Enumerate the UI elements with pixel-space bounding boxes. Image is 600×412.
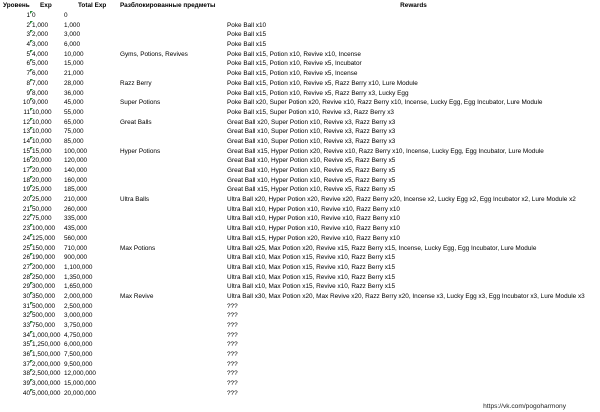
rewards-cell[interactable]: ???	[227, 360, 238, 368]
level-cell[interactable]: 17	[22, 167, 30, 174]
unlocked-cell[interactable]	[120, 234, 224, 244]
table-row	[0, 379, 600, 389]
watermark-url: https://vk.com/pogoharmony	[483, 403, 566, 410]
rewards-cell[interactable]: Ultra Ball x20, Hyper Potion x20, Revive x20, Razz Berry x20, Incense x2, Lucky Egg x2, Egg Incubator x2, Lure Module x2	[227, 196, 576, 204]
unlocked-cell[interactable]	[120, 40, 224, 50]
number-stored-as-text-indicator	[30, 205, 33, 208]
table-row	[0, 253, 600, 263]
exp-cell[interactable]: 350,000	[32, 292, 56, 300]
exp-cell[interactable]: 2,000	[32, 31, 48, 39]
total-exp-cell[interactable]: 10,000	[64, 50, 84, 58]
rewards-cell[interactable]: Poke Ball x15, Potion x10, Revive x5, Razz Berry x10, Lure Module	[227, 79, 418, 87]
exp-cell[interactable]: 5,000	[32, 60, 48, 68]
total-exp-cell[interactable]: 20,000,000	[64, 389, 96, 397]
header-unlocked-items[interactable]: Разблокированные предметы	[120, 2, 216, 9]
level-cell[interactable]: 34	[22, 331, 30, 339]
total-exp-cell[interactable]: 85,000	[64, 137, 84, 145]
number-stored-as-text-indicator	[30, 108, 33, 111]
total-exp-cell[interactable]: 1,100,000	[64, 263, 93, 271]
exp-cell[interactable]: 20,000	[32, 167, 52, 174]
table-row	[0, 50, 600, 60]
table-row	[0, 40, 600, 50]
table-row	[0, 360, 600, 370]
total-exp-cell[interactable]: 7,500,000	[64, 351, 93, 359]
rewards-cell[interactable]: Great Ball x10, Hyper Potion x10, Revive x5, Razz Berry x5	[227, 176, 396, 184]
level-cell[interactable]: 6	[26, 60, 30, 68]
total-exp-cell[interactable]: 4,750,000	[64, 331, 93, 339]
exp-cell[interactable]: 75,000	[32, 215, 52, 223]
table-row	[0, 302, 600, 312]
unlocked-cell[interactable]: Max Potions	[120, 244, 156, 252]
unlocked-cell[interactable]	[120, 331, 224, 341]
number-stored-as-text-indicator	[30, 224, 33, 227]
unlocked-cell[interactable]	[120, 127, 224, 137]
number-stored-as-text-indicator	[30, 244, 33, 247]
number-stored-as-text-indicator	[30, 50, 33, 53]
unlocked-cell[interactable]	[120, 69, 224, 79]
number-stored-as-text-indicator	[30, 176, 33, 179]
level-cell[interactable]: 27	[22, 263, 30, 271]
total-exp-cell[interactable]: 65,000	[64, 118, 84, 126]
unlocked-cell[interactable]	[120, 224, 224, 234]
exp-cell[interactable]: 1,000,000	[32, 331, 61, 339]
level-cell[interactable]: 21	[22, 205, 30, 213]
rewards-cell[interactable]: ???	[227, 331, 238, 339]
exp-cell[interactable]: 300,000	[32, 283, 56, 291]
table-row	[0, 292, 600, 302]
rewards-cell[interactable]: Ultra Ball x10, Hyper Potion x10, Revive x10, Razz Berry x10	[227, 225, 400, 233]
rewards-cell[interactable]: Great Ball x15, Hyper Potion x10, Revive x5, Razz Berry x5	[227, 186, 396, 194]
total-exp-cell[interactable]: 2,000,000	[64, 292, 93, 300]
unlocked-cell[interactable]	[120, 263, 224, 273]
rewards-cell[interactable]: Poke Ball x15, Potion x10, Revive x5, Incense	[227, 70, 358, 78]
total-exp-cell[interactable]: 260,000	[64, 205, 88, 213]
rewards-cell[interactable]: ???	[227, 312, 238, 320]
table-row	[0, 98, 600, 108]
exp-cell[interactable]: 6,000	[32, 70, 48, 78]
number-stored-as-text-indicator	[30, 389, 33, 392]
total-exp-cell[interactable]: 55,000	[64, 108, 84, 116]
level-cell[interactable]: 40	[22, 389, 30, 397]
table-row	[0, 108, 600, 118]
table-row	[0, 11, 600, 21]
number-stored-as-text-indicator	[30, 302, 33, 305]
number-stored-as-text-indicator	[30, 379, 33, 382]
unlocked-cell[interactable]: Max Revive	[120, 292, 154, 300]
unlocked-cell[interactable]	[120, 185, 224, 195]
unlocked-cell[interactable]	[120, 369, 224, 379]
number-stored-as-text-indicator	[30, 147, 33, 150]
level-cell[interactable]: 24	[22, 234, 30, 242]
unlocked-cell[interactable]	[120, 166, 224, 176]
level-cell[interactable]: 2	[26, 21, 30, 29]
level-cell[interactable]: 19	[22, 186, 30, 194]
total-exp-cell[interactable]: 0	[64, 12, 68, 19]
exp-cell[interactable]: 500,000	[32, 312, 56, 320]
total-exp-cell[interactable]: 100,000	[64, 147, 88, 155]
number-stored-as-text-indicator	[30, 59, 33, 62]
unlocked-cell[interactable]	[120, 253, 224, 263]
exp-cell[interactable]: 0	[32, 12, 36, 19]
level-cell[interactable]: 37	[22, 360, 30, 368]
unlocked-cell[interactable]	[120, 340, 224, 350]
exp-cell[interactable]: 20,000	[32, 157, 52, 165]
unlocked-cell[interactable]	[120, 21, 224, 31]
rewards-cell[interactable]: Great Ball x10, Super Potion x10, Revive x3, Razz Berry x3	[227, 137, 396, 145]
unlocked-cell[interactable]	[120, 311, 224, 321]
rewards-cell[interactable]: Poke Ball x15	[227, 31, 267, 39]
exp-cell[interactable]: 190,000	[32, 254, 56, 262]
total-exp-cell[interactable]: 3,000,000	[64, 312, 93, 320]
exp-cell[interactable]: 3,000	[32, 41, 48, 49]
total-exp-cell[interactable]: 2,500,000	[64, 302, 93, 310]
level-cell[interactable]: 4	[26, 41, 30, 49]
number-stored-as-text-indicator	[30, 253, 33, 256]
rewards-cell[interactable]: Ultra Ball x10, Max Potion x15, Revive x10, Razz Berry x15	[227, 254, 396, 262]
rewards-cell[interactable]	[227, 11, 600, 21]
table-row	[0, 69, 600, 79]
unlocked-cell[interactable]	[120, 59, 224, 69]
unlocked-cell[interactable]	[120, 302, 224, 312]
rewards-cell[interactable]: Great Ball x10, Super Potion x10, Revive x3, Razz Berry x3	[227, 128, 396, 136]
number-stored-as-text-indicator	[30, 69, 33, 72]
unlocked-cell[interactable]	[120, 321, 224, 331]
rewards-cell[interactable]: Ultra Ball x10, Max Potion x15, Revive x10, Razz Berry x15	[227, 273, 396, 281]
level-cell[interactable]: 1	[26, 12, 30, 19]
rewards-cell[interactable]: Great Ball x20, Super Potion x10, Revive x3, Razz Berry x3	[227, 118, 396, 126]
table-row	[0, 166, 600, 176]
number-stored-as-text-indicator	[30, 273, 33, 276]
rewards-cell[interactable]: Ultra Ball x30, Max Potion x20, Max Revive x20, Razz Berry x20, Incense x3, Lucky Egg x3, Egg Incubator x3, Lure Module x3	[227, 292, 585, 300]
number-stored-as-text-indicator	[30, 321, 33, 324]
rewards-cell[interactable]: Ultra Ball x10, Max Potion x15, Revive x10, Razz Berry x15	[227, 283, 396, 291]
exp-cell[interactable]: 8,000	[32, 89, 48, 97]
total-exp-cell[interactable]: 12,000,000	[64, 370, 96, 378]
unlocked-cell[interactable]: Gyms, Potions, Revives	[120, 50, 188, 58]
level-cell[interactable]: 10	[22, 99, 30, 107]
exp-cell[interactable]: 15,000	[32, 147, 52, 155]
level-cell[interactable]: 9	[26, 89, 30, 97]
rewards-cell[interactable]: Ultra Ball x15, Hyper Potion x20, Revive x10, Razz Berry x10	[227, 234, 400, 242]
exp-cell[interactable]: 200,000	[32, 263, 56, 271]
number-stored-as-text-indicator	[30, 79, 33, 82]
unlocked-cell[interactable]	[120, 176, 224, 186]
unlocked-cell[interactable]	[120, 11, 224, 21]
table-body	[0, 11, 600, 399]
total-exp-cell[interactable]: 21,000	[64, 70, 84, 78]
level-cell[interactable]: 18	[22, 176, 30, 184]
exp-cell[interactable]: 5,000,000	[32, 389, 61, 397]
exp-cell[interactable]: 500,000	[32, 302, 56, 310]
exp-cell[interactable]: 100,000	[32, 225, 56, 233]
total-exp-cell[interactable]: 75,000	[64, 128, 84, 136]
unlocked-cell[interactable]: Super Potions	[120, 99, 161, 107]
rewards-cell[interactable]: ???	[227, 322, 238, 329]
exp-cell[interactable]: 25,000	[32, 186, 52, 194]
exp-cell[interactable]: 10,000	[32, 137, 52, 145]
exp-cell[interactable]: 10,000	[32, 108, 52, 116]
unlocked-cell[interactable]	[120, 379, 224, 389]
unlocked-cell[interactable]	[120, 282, 224, 292]
rewards-cell[interactable]: ???	[227, 389, 238, 397]
exp-cell[interactable]: 50,000	[32, 205, 52, 213]
exp-cell[interactable]: 150,000	[32, 244, 56, 252]
exp-cell[interactable]: 10,000	[32, 128, 52, 136]
total-exp-cell[interactable]: 710,000	[64, 244, 88, 252]
level-cell[interactable]: 38	[22, 370, 30, 378]
level-cell[interactable]: 15	[22, 147, 30, 155]
number-stored-as-text-indicator	[30, 185, 33, 188]
table-row	[0, 127, 600, 137]
rewards-cell[interactable]: Ultra Ball x10, Hyper Potion x10, Revive x10, Razz Berry x10	[227, 215, 400, 223]
rewards-cell[interactable]: Ultra Ball x10, Hyper Potion x10, Revive x10, Razz Berry x10	[227, 205, 400, 213]
total-exp-cell[interactable]: 3,000	[64, 31, 80, 39]
table-row	[0, 147, 600, 157]
rewards-cell[interactable]: Poke Ball x20, Super Potion x20, Revive x10, Razz Berry x10, Incense, Lucky Egg, Egg Incubator, Lure Module	[227, 99, 543, 107]
header-total-exp[interactable]: Total Exp	[78, 2, 107, 9]
total-exp-cell[interactable]: 120,000	[64, 157, 88, 165]
table-row	[0, 224, 600, 234]
number-stored-as-text-indicator	[30, 30, 33, 33]
number-stored-as-text-indicator	[30, 166, 33, 169]
level-cell[interactable]: 30	[22, 292, 30, 300]
table-row	[0, 311, 600, 321]
level-cell[interactable]: 13	[22, 128, 30, 136]
exp-cell[interactable]: 125,000	[32, 234, 56, 242]
exp-cell[interactable]: 10,000	[32, 118, 52, 126]
level-cell[interactable]: 29	[22, 283, 30, 291]
exp-cell[interactable]: 750,000	[32, 322, 56, 329]
exp-cell[interactable]: 20,000	[32, 176, 52, 184]
rewards-cell[interactable]: Poke Ball x15, Super Potion x10, Revive x3, Razz Berry x3	[227, 108, 394, 116]
level-cell[interactable]: 33	[22, 322, 30, 329]
number-stored-as-text-indicator	[30, 137, 33, 140]
header-rewards[interactable]: Rewards	[400, 2, 427, 9]
exp-cell[interactable]: 7,000	[32, 79, 48, 87]
number-stored-as-text-indicator	[30, 282, 33, 285]
unlocked-cell[interactable]	[120, 389, 224, 399]
table-row	[0, 263, 600, 273]
number-stored-as-text-indicator	[30, 40, 33, 43]
level-cell[interactable]: 23	[22, 225, 30, 233]
table-row	[0, 273, 600, 283]
exp-cell[interactable]: 1,250,000	[32, 341, 61, 349]
level-cell[interactable]: 32	[22, 312, 30, 320]
total-exp-cell[interactable]: 3,750,000	[64, 322, 93, 329]
unlocked-cell[interactable]	[120, 108, 224, 118]
total-exp-cell[interactable]: 160,000	[64, 176, 88, 184]
table-row	[0, 185, 600, 195]
rewards-cell[interactable]: ???	[227, 370, 238, 378]
number-stored-as-text-indicator	[30, 118, 33, 121]
rewards-cell[interactable]: ???	[227, 302, 238, 310]
table-row	[0, 282, 600, 292]
number-stored-as-text-indicator	[30, 369, 33, 372]
level-cell[interactable]: 8	[26, 79, 30, 87]
header-row	[0, 0, 600, 11]
table-row	[0, 30, 600, 40]
rewards-cell[interactable]: ???	[227, 351, 238, 359]
level-cell[interactable]: 25	[22, 244, 30, 252]
rewards-cell[interactable]: Poke Ball x10	[227, 21, 267, 29]
header-exp[interactable]: Exp	[40, 2, 52, 9]
total-exp-cell[interactable]: 1,000	[64, 21, 80, 29]
rewards-cell[interactable]: Great Ball x15, Hyper Potion x20, Revive x10, Razz Berry x10, Incense, Lucky Egg, Egg Incubator, Lure Module	[227, 147, 544, 155]
level-cell[interactable]: 12	[22, 118, 30, 126]
unlocked-cell[interactable]	[120, 350, 224, 360]
level-cell[interactable]: 39	[22, 380, 30, 388]
table-row	[0, 214, 600, 224]
table-row	[0, 234, 600, 244]
table-row	[0, 156, 600, 166]
number-stored-as-text-indicator	[30, 89, 33, 92]
exp-cell[interactable]: 2,000,000	[32, 360, 61, 368]
exp-cell[interactable]: 2,500,000	[32, 370, 61, 378]
level-cell[interactable]: 31	[22, 302, 30, 310]
total-exp-cell[interactable]: 6,000,000	[64, 341, 93, 349]
exp-cell[interactable]: 9,000	[32, 99, 48, 107]
unlocked-cell[interactable]	[120, 137, 224, 147]
number-stored-as-text-indicator	[30, 350, 33, 353]
table-row	[0, 340, 600, 350]
rewards-cell[interactable]: Ultra Ball x10, Max Potion x15, Revive x10, Razz Berry x15	[227, 263, 396, 271]
unlocked-cell[interactable]	[120, 360, 224, 370]
total-exp-cell[interactable]: 435,000	[64, 225, 88, 233]
number-stored-as-text-indicator	[30, 11, 33, 14]
level-cell[interactable]: 20	[22, 196, 30, 204]
unlocked-cell[interactable]: Ultra Balls	[120, 196, 150, 204]
total-exp-cell[interactable]: 15,000,000	[64, 380, 96, 388]
table-row	[0, 89, 600, 99]
total-exp-cell[interactable]: 15,000	[64, 60, 84, 68]
rewards-cell[interactable]: Poke Ball x15, Potion x10, Revive x5, Razz Berry x3, Lucky Egg	[227, 89, 409, 97]
unlocked-cell[interactable]	[120, 30, 224, 40]
rewards-cell[interactable]: Great Ball x10, Hyper Potion x10, Revive x5, Razz Berry x5	[227, 167, 396, 174]
exp-cell[interactable]: 1,500,000	[32, 351, 61, 359]
number-stored-as-text-indicator	[30, 195, 33, 198]
rewards-cell[interactable]: ???	[227, 341, 238, 349]
exp-cell[interactable]: 1,000	[32, 21, 48, 29]
unlocked-cell[interactable]: Great Balls	[120, 118, 152, 126]
total-exp-cell[interactable]: 9,500,000	[64, 360, 93, 368]
number-stored-as-text-indicator	[30, 360, 33, 363]
number-stored-as-text-indicator	[30, 311, 33, 314]
total-exp-cell[interactable]: 140,000	[64, 167, 88, 174]
total-exp-cell[interactable]: 210,000	[64, 196, 88, 204]
table-row	[0, 389, 600, 399]
level-cell[interactable]: 11	[23, 108, 30, 116]
exp-cell[interactable]: 3,000,000	[32, 380, 61, 388]
total-exp-cell[interactable]: 335,000	[64, 215, 88, 223]
exp-cell[interactable]: 4,000	[32, 50, 48, 58]
table-row	[0, 21, 600, 31]
level-cell[interactable]: 28	[22, 273, 30, 281]
number-stored-as-text-indicator	[30, 340, 33, 343]
unlocked-cell[interactable]: Razz Berry	[120, 79, 152, 87]
exp-cell[interactable]: 250,000	[32, 273, 56, 281]
rewards-cell[interactable]: Poke Ball x15, Potion x10, Revive x5, Incubator	[227, 60, 362, 68]
total-exp-cell[interactable]: 900,000	[64, 254, 88, 262]
unlocked-cell[interactable]	[120, 273, 224, 283]
table-row	[0, 244, 600, 254]
header-level[interactable]: Уровень	[3, 2, 30, 9]
rewards-cell[interactable]: Poke Ball x15, Potion x10, Revive x10, Incense	[227, 50, 361, 58]
total-exp-cell[interactable]: 36,000	[64, 89, 84, 97]
total-exp-cell[interactable]: 1,650,000	[64, 283, 93, 291]
rewards-cell[interactable]: Poke Ball x15	[227, 41, 267, 49]
table-row	[0, 118, 600, 128]
table-row	[0, 176, 600, 186]
level-cell[interactable]: 16	[22, 157, 30, 165]
unlocked-cell[interactable]	[120, 205, 224, 215]
number-stored-as-text-indicator	[30, 214, 33, 217]
level-cell[interactable]: 26	[22, 254, 30, 262]
table-row	[0, 137, 600, 147]
level-cell[interactable]: 3	[26, 31, 30, 39]
table-row	[0, 59, 600, 69]
number-stored-as-text-indicator	[30, 98, 33, 101]
unlocked-cell[interactable]	[120, 89, 224, 99]
table-row	[0, 331, 600, 341]
total-exp-cell[interactable]: 45,000	[64, 99, 84, 107]
table-row	[0, 350, 600, 360]
total-exp-cell[interactable]: 6,000	[64, 41, 80, 49]
table-row	[0, 195, 600, 205]
level-cell[interactable]: 22	[22, 215, 30, 223]
unlocked-cell[interactable]	[120, 156, 224, 166]
total-exp-cell[interactable]: 185,000	[64, 186, 88, 194]
rewards-cell[interactable]: ???	[227, 380, 238, 388]
rewards-cell[interactable]: Great Ball x10, Hyper Potion x10, Revive x5, Razz Berry x5	[227, 157, 396, 165]
rewards-cell[interactable]: Ultra Ball x25, Max Potion x20, Revive x15, Razz Berry x15, Incense, Lucky Egg, Egg Incubator, Lure Module	[227, 244, 537, 252]
number-stored-as-text-indicator	[30, 234, 33, 237]
number-stored-as-text-indicator	[30, 156, 33, 159]
number-stored-as-text-indicator	[30, 21, 33, 24]
level-cell[interactable]: 35	[22, 341, 30, 349]
number-stored-as-text-indicator	[30, 292, 33, 295]
level-cell[interactable]: 36	[22, 351, 30, 359]
table-row	[0, 79, 600, 89]
table-row	[0, 369, 600, 379]
total-exp-cell[interactable]: 560,000	[64, 234, 88, 242]
total-exp-cell[interactable]: 28,000	[64, 79, 84, 87]
unlocked-cell[interactable]	[120, 214, 224, 224]
exp-cell[interactable]: 25,000	[32, 196, 52, 204]
number-stored-as-text-indicator	[30, 263, 33, 266]
unlocked-cell[interactable]: Hyper Potions	[120, 147, 161, 155]
level-cell[interactable]: 5	[26, 50, 30, 58]
number-stored-as-text-indicator	[30, 127, 33, 130]
table-row	[0, 321, 600, 331]
number-stored-as-text-indicator	[30, 331, 33, 334]
level-cell[interactable]: 7	[26, 70, 30, 78]
table-row	[0, 205, 600, 215]
level-cell[interactable]: 14	[22, 137, 30, 145]
total-exp-cell[interactable]: 1,350,000	[64, 273, 93, 281]
